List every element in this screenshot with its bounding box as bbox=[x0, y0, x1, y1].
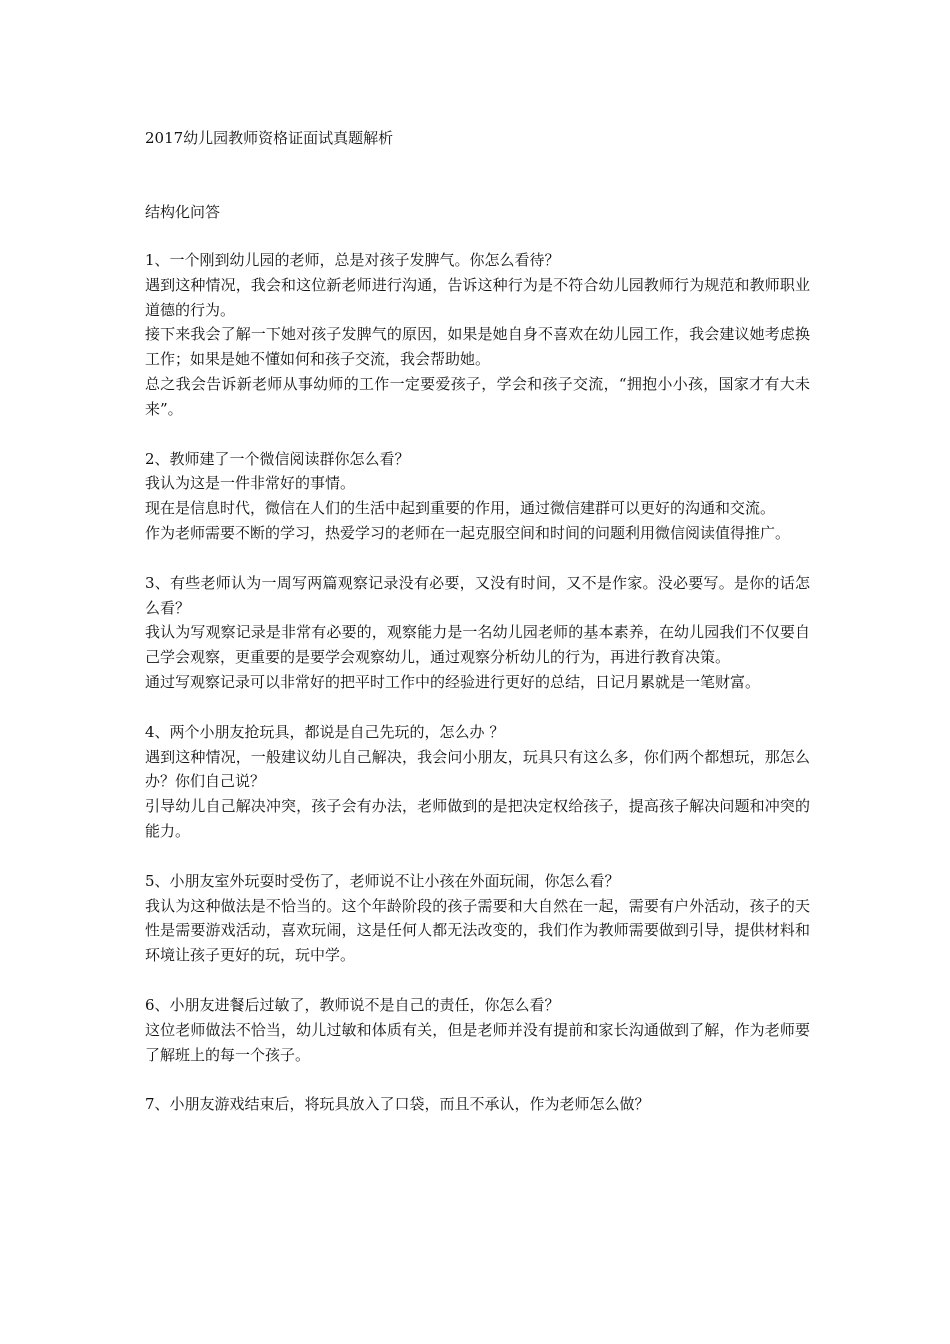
question-text: 6、小朋友进餐后过敏了，教师说不是自己的责任，你怎么看？ bbox=[145, 995, 560, 1014]
answer-paragraph: 这位老师做法不恰当，幼儿过敏和体质有关，但是老师并没有提前和家长沟通做到了解，作为老师要了解班上的每一个孩子。 bbox=[145, 1020, 810, 1064]
question-text: 7、小朋友游戏结束后，将玩具放入了口袋，而且不承认，作为老师怎么做？ bbox=[145, 1095, 650, 1114]
answer-paragraph: 作为老师需要不断的学习，热爱学习的老师在一起克服空间和时间的问题利用微信阅读值得推广。 bbox=[145, 523, 791, 542]
answer-paragraph: 我认为这种做法是不恰当的。这个年龄阶段的孩子需要和大自然在一起，需要有户外活动，孩子的天性是需要游戏活动，喜欢玩闹，这是任何人都无法改变的，我们作为教师需要做到引导，提供材料和环境让孩子更好的玩，玩中学。 bbox=[145, 896, 810, 965]
qa-item-1 bbox=[145, 248, 810, 422]
answer-paragraph: 通过写观察记录可以非常好的把平时工作中的经验进行更好的总结，日记月累就是一笔财富。 bbox=[145, 672, 761, 691]
answer-paragraph: 我认为写观察记录是非常有必要的，观察能力是一名幼儿园老师的基本素养，在幼儿园我们不仅要自己学会观察，更重要的是要学会观察幼儿，通过观察分析幼儿的行为，再进行教育决策。 bbox=[145, 623, 810, 667]
answer-paragraph: 引导幼儿自己解决冲突，孩子会有办法，老师做到的是把决定权给孩子，提高孩子解决问题和冲突的能力。 bbox=[145, 797, 810, 840]
qa-item-5 bbox=[145, 869, 810, 968]
answer-paragraph: 遇到这种情况，我会和这位新老师进行沟通，告诉这种行为是不符合幼儿园教师行为规范和教师职业道德的行为。 bbox=[145, 275, 810, 319]
document-title: 2017幼儿园教师资格证面试真题解析 bbox=[145, 129, 394, 147]
question-text: 2、教师建了一个微信阅读群你怎么看？ bbox=[145, 449, 410, 468]
answer-paragraph: 现在是信息时代，微信在人们的生活中起到重要的作用，通过微信建群可以更好的沟通和交流。 bbox=[145, 499, 776, 518]
qa-item-4 bbox=[145, 720, 810, 844]
answer-paragraph: 总之我会告诉新老师从事幼师的工作一定要爱孩子，学会和孩子交流，“拥抱小小孩，国家才有大未来”。 bbox=[145, 374, 810, 418]
qa-item-6 bbox=[145, 993, 810, 1067]
answer-paragraph: 我认为这是一件非常好的事情。 bbox=[145, 474, 356, 493]
qa-list bbox=[145, 248, 810, 1142]
qa-item-3 bbox=[145, 571, 810, 695]
question-text: 5、小朋友室外玩耍时受伤了，老师说不让小孩在外面玩闹，你怎么看？ bbox=[145, 871, 620, 890]
question-text: 4、两个小朋友抢玩具，都说是自己先玩的，怎么办 ？ bbox=[145, 722, 505, 741]
question-text: 3、有些老师认为一周写两篇观察记录没有必要，又没有时间，又不是作家。没必要写。是你的话怎么看？ bbox=[145, 573, 810, 617]
question-text: 1、一个刚到幼儿园的老师，总是对孩子发脾气。你怎么看待？ bbox=[145, 251, 560, 269]
answer-paragraph: 接下来我会了解一下她对孩子发脾气的原因，如果是她自身不喜欢在幼儿园工作，我会建议她考虑换工作；如果是她不懂如何和孩子交流，我会帮助她。 bbox=[145, 325, 810, 369]
answer-paragraph: 遇到这种情况，一般建议幼儿自己解决，我会问小朋友，玩具只有这么多，你们两个都想玩，那怎么办？你们自己说？ bbox=[145, 747, 810, 791]
qa-item-2 bbox=[145, 447, 810, 546]
qa-item-7 bbox=[145, 1092, 810, 1117]
section-heading: 结构化问答 bbox=[145, 203, 221, 221]
